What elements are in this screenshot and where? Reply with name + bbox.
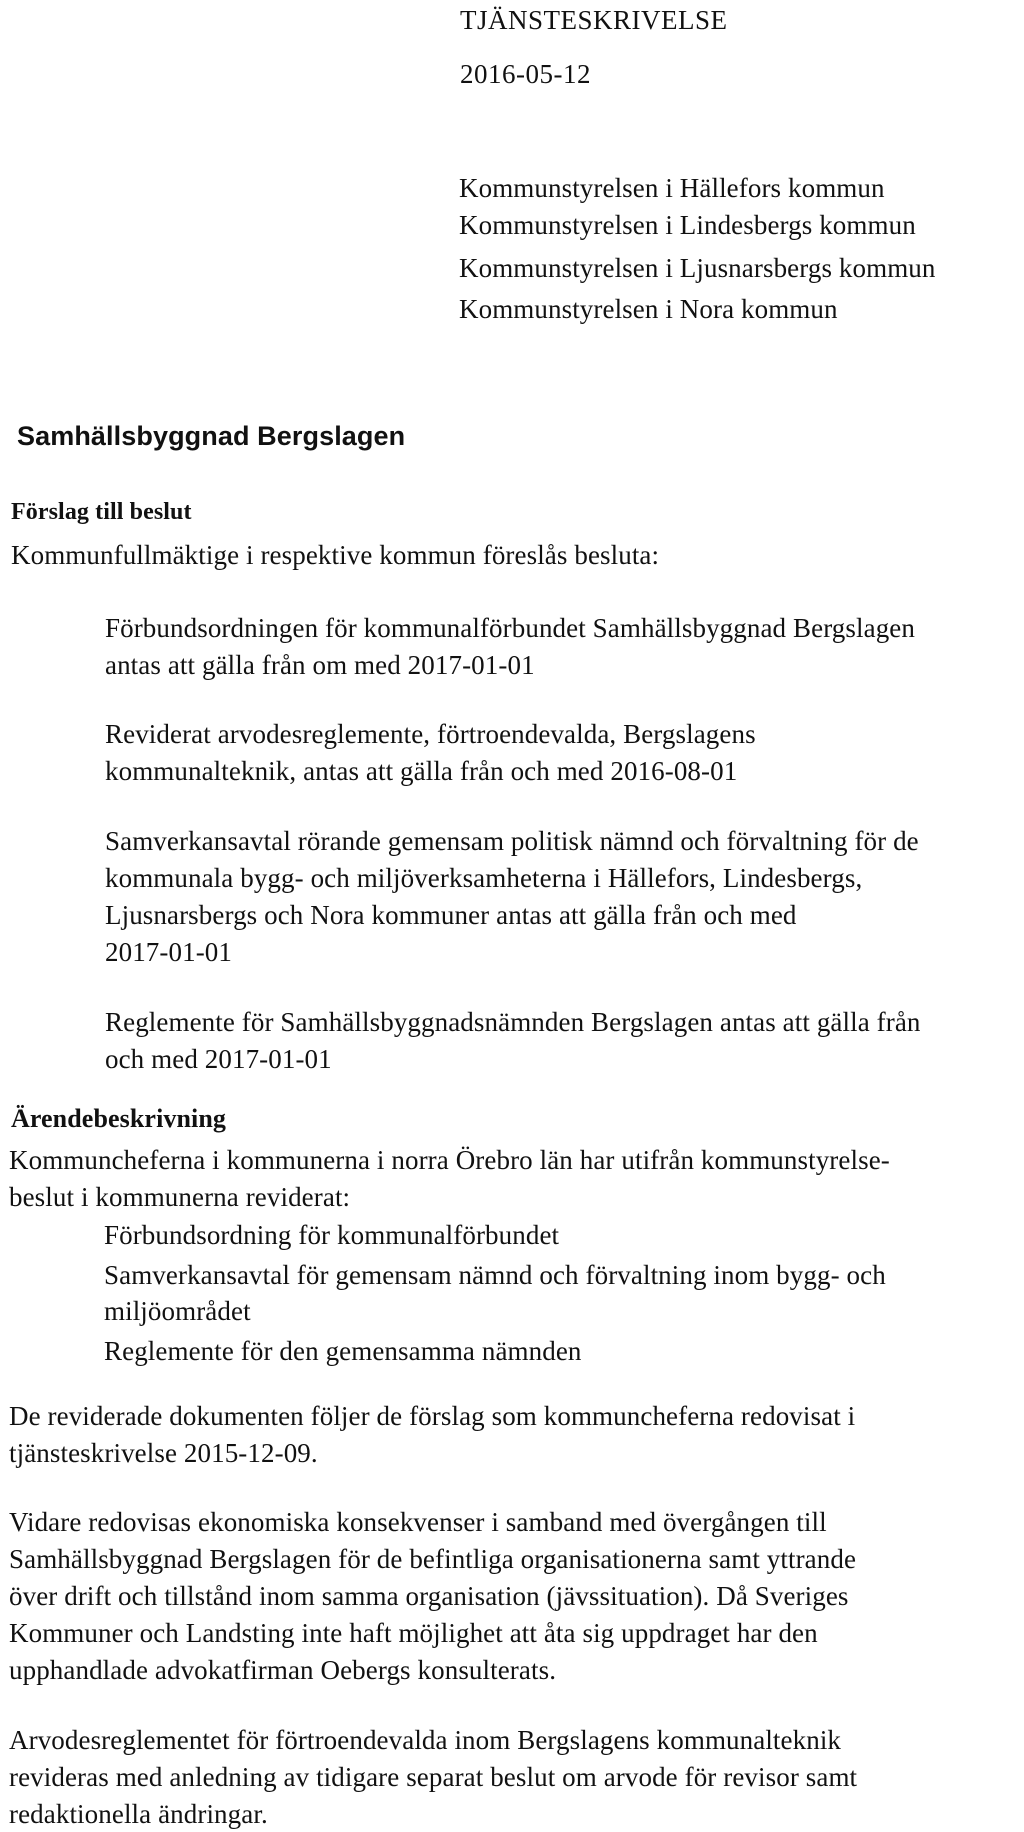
proposal-item-line: och med 2017-01-01 [105, 1044, 332, 1074]
description-sub-item: Förbundsordning för kommunalförbundet [104, 1220, 560, 1250]
document-type: TJÄNSTESKRIVELSE [460, 5, 728, 35]
paragraph-line: redaktionella ändringar. [9, 1799, 268, 1829]
proposal-intro: Kommunfullmäktige i respektive kommun föreslås besluta: [11, 540, 660, 570]
paragraph-line: Vidare redovisas ekonomiska konsekvenser i samband med övergången till [9, 1507, 827, 1537]
proposal-item-line: Förbundsordningen för kommunalförbundet Samhällsbyggnad Bergslagen [105, 613, 915, 643]
recipient-line: Kommunstyrelsen i Nora kommun [459, 294, 838, 324]
paragraph-line: Samhällsbyggnad Bergslagen för de befintliga organisationerna samt yttrande [9, 1544, 857, 1574]
proposal-item-line: Reviderat arvodesreglemente, förtroendevalda, Bergslagens [105, 719, 756, 749]
proposal-item-line: Ljusnarsbergs och Nora kommuner antas att gälla från och med [105, 900, 797, 930]
recipient-line: Kommunstyrelsen i Hällefors kommun [459, 173, 885, 203]
description-intro-line: Kommuncheferna i kommunerna i norra Örebro län har utifrån kommunstyrelse- [9, 1145, 890, 1175]
description-heading: Ärendebeskrivning [11, 1104, 227, 1133]
description-sub-item: Samverkansavtal för gemensam nämnd och förvaltning inom bygg- och [104, 1260, 886, 1290]
paragraph-line: upphandlade advokatfirman Oebergs konsulterats. [9, 1655, 557, 1685]
paragraph-line: tjänsteskrivelse 2015-12-09. [9, 1438, 318, 1468]
paragraph-line: De reviderade dokumenten följer de förslag som kommuncheferna redovisat i [9, 1401, 856, 1431]
proposal-item-line: Reglemente för Samhällsbyggnadsnämnden Bergslagen antas att gälla från [105, 1007, 921, 1037]
proposal-item-line: 2017-01-01 [105, 937, 232, 967]
recipient-line: Kommunstyrelsen i Ljusnarsbergs kommun [459, 253, 936, 283]
paragraph-line: Arvodesreglementet för förtroendevalda inom Bergslagens kommunalteknik [9, 1725, 842, 1755]
proposal-item-line: kommunala bygg- och miljöverksamheterna i Hällefors, Lindesbergs, [105, 863, 863, 893]
proposal-heading: Förslag till beslut [11, 499, 192, 525]
description-intro-line: beslut i kommunerna reviderat: [9, 1182, 351, 1212]
proposal-item-line: Samverkansavtal rörande gemensam politisk nämnd och förvaltning för de [105, 826, 919, 856]
paragraph-line: över drift och tillstånd inom samma organisation (jävssituation). Då Sveriges [9, 1581, 849, 1611]
document-date: 2016-05-12 [460, 59, 591, 89]
document-title: Samhällsbyggnad Bergslagen [17, 421, 406, 451]
proposal-item-line: antas att gälla från om med 2017-01-01 [105, 650, 535, 680]
description-sub-item: miljöområdet [104, 1296, 251, 1326]
paragraph-line: Kommuner och Landsting inte haft möjlighet att åta sig uppdraget har den [9, 1618, 818, 1648]
description-sub-item: Reglemente för den gemensamma nämnden [104, 1336, 582, 1366]
paragraph-line: revideras med anledning av tidigare separat beslut om arvode för revisor samt [9, 1762, 858, 1792]
proposal-item-line: kommunalteknik, antas att gälla från och med 2016-08-01 [105, 756, 738, 786]
recipient-line: Kommunstyrelsen i Lindesbergs kommun [459, 210, 916, 240]
